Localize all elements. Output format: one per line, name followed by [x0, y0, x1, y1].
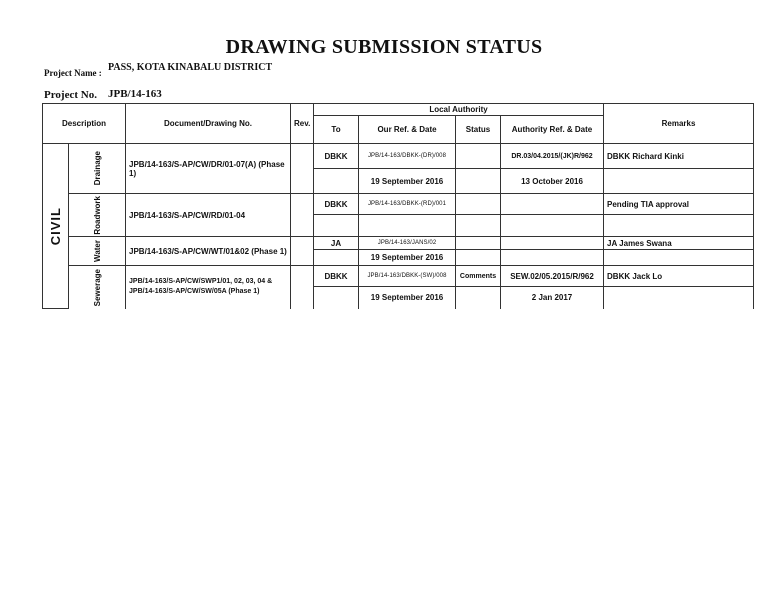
document-cell: JPB/14-163/S-AP/CW/WT/01&02 (Phase 1) — [126, 237, 291, 266]
remarks-date-cell — [604, 287, 754, 309]
header-rev: Rev. — [291, 104, 314, 144]
our-ref-cell: JPB/14-163/DBKK-(RD)/001 — [359, 194, 456, 215]
discipline-cell — [43, 144, 69, 309]
status-date-cell — [456, 287, 501, 309]
to-cell: DBKK — [314, 266, 359, 287]
document-cell: JPB/14-163/S-AP/CW/SWP1/01, 02, 03, 04 & JPB/14-163/S-AP/CW/SW/05A (Phase 1) — [126, 266, 291, 309]
category-label: Water — [92, 240, 102, 262]
to-date-cell — [314, 169, 359, 194]
document-cell: JPB/14-163/S-AP/CW/RD/01-04 — [126, 194, 291, 237]
to-cell: JA — [314, 237, 359, 250]
header-remarks: Remarks — [604, 104, 754, 144]
header-document: Document/Drawing No. — [126, 104, 291, 144]
discipline-label: CIVIL — [48, 206, 63, 246]
our-date-cell: 19 September 2016 — [359, 169, 456, 194]
authority-ref-cell — [501, 237, 604, 250]
authority-ref-cell: SEW.02/05.2015/R/962 — [501, 266, 604, 287]
authority-ref-cell: DR.03/04.2015/(JK)R/962 — [501, 144, 604, 169]
status-cell: Comments — [456, 266, 501, 287]
our-date-cell: 19 September 2016 — [359, 287, 456, 309]
to-cell: DBKK — [314, 144, 359, 169]
our-date-cell: 19 September 2016 — [359, 250, 456, 266]
status-cell — [456, 237, 501, 250]
status-date-cell — [456, 250, 501, 266]
remarks-date-cell — [604, 250, 754, 266]
category-label: Drainage — [92, 151, 102, 186]
submission-table — [42, 103, 754, 309]
remarks-date-cell — [604, 169, 754, 194]
authority-date-cell — [501, 215, 604, 237]
category-cell — [69, 144, 126, 194]
status-date-cell — [456, 169, 501, 194]
to-date-cell — [314, 215, 359, 237]
header-local-authority: Local Authority — [314, 104, 604, 116]
header-to: To — [314, 116, 359, 144]
remarks-cell: Pending TIA approval — [604, 194, 754, 215]
category-cell — [69, 237, 126, 266]
project-no: JPB/14-163 — [108, 88, 162, 100]
remarks-cell: DBKK Jack Lo — [604, 266, 754, 287]
category-cell — [69, 194, 126, 237]
page-title: DRAWING SUBMISSION STATUS — [225, 36, 543, 58]
header-authority-ref: Authority Ref. & Date — [501, 116, 604, 144]
header-description: Description — [43, 104, 126, 144]
project-name-label: Project Name : — [44, 68, 102, 78]
header-status: Status — [456, 116, 501, 144]
rev-cell — [291, 144, 314, 194]
our-date-cell — [359, 215, 456, 237]
to-date-cell — [314, 287, 359, 309]
to-cell: DBKK — [314, 194, 359, 215]
authority-date-cell — [501, 250, 604, 266]
our-ref-cell: JPB/14-163/JANS/02 — [359, 237, 456, 250]
rev-cell — [291, 237, 314, 266]
status-cell — [456, 194, 501, 215]
status-date-cell — [456, 215, 501, 237]
project-name: PASS, KOTA KINABALU DISTRICT — [108, 62, 273, 73]
remarks-cell: JA James Swana — [604, 237, 754, 250]
to-date-cell — [314, 250, 359, 266]
header-our-ref: Our Ref. & Date — [359, 116, 456, 144]
authority-date-cell: 2 Jan 2017 — [501, 287, 604, 309]
project-no-label: Project No. — [44, 89, 97, 101]
category-label: Sewerage — [92, 268, 102, 306]
rev-cell — [291, 194, 314, 237]
our-ref-cell: JPB/14-163/DBKK-(DR)/008 — [359, 144, 456, 169]
remarks-cell: DBKK Richard Kinki — [604, 144, 754, 169]
category-cell — [69, 266, 126, 309]
category-label: Roadwork — [92, 195, 102, 235]
our-ref-cell: JPB/14-163/DBKK-(SW)/008 — [359, 266, 456, 287]
authority-date-cell: 13 October 2016 — [501, 169, 604, 194]
status-cell — [456, 144, 501, 169]
remarks-date-cell — [604, 215, 754, 237]
authority-ref-cell — [501, 194, 604, 215]
rev-cell — [291, 266, 314, 309]
document-cell: JPB/14-163/S-AP/CW/DR/01-07(A) (Phase 1) — [126, 144, 291, 194]
